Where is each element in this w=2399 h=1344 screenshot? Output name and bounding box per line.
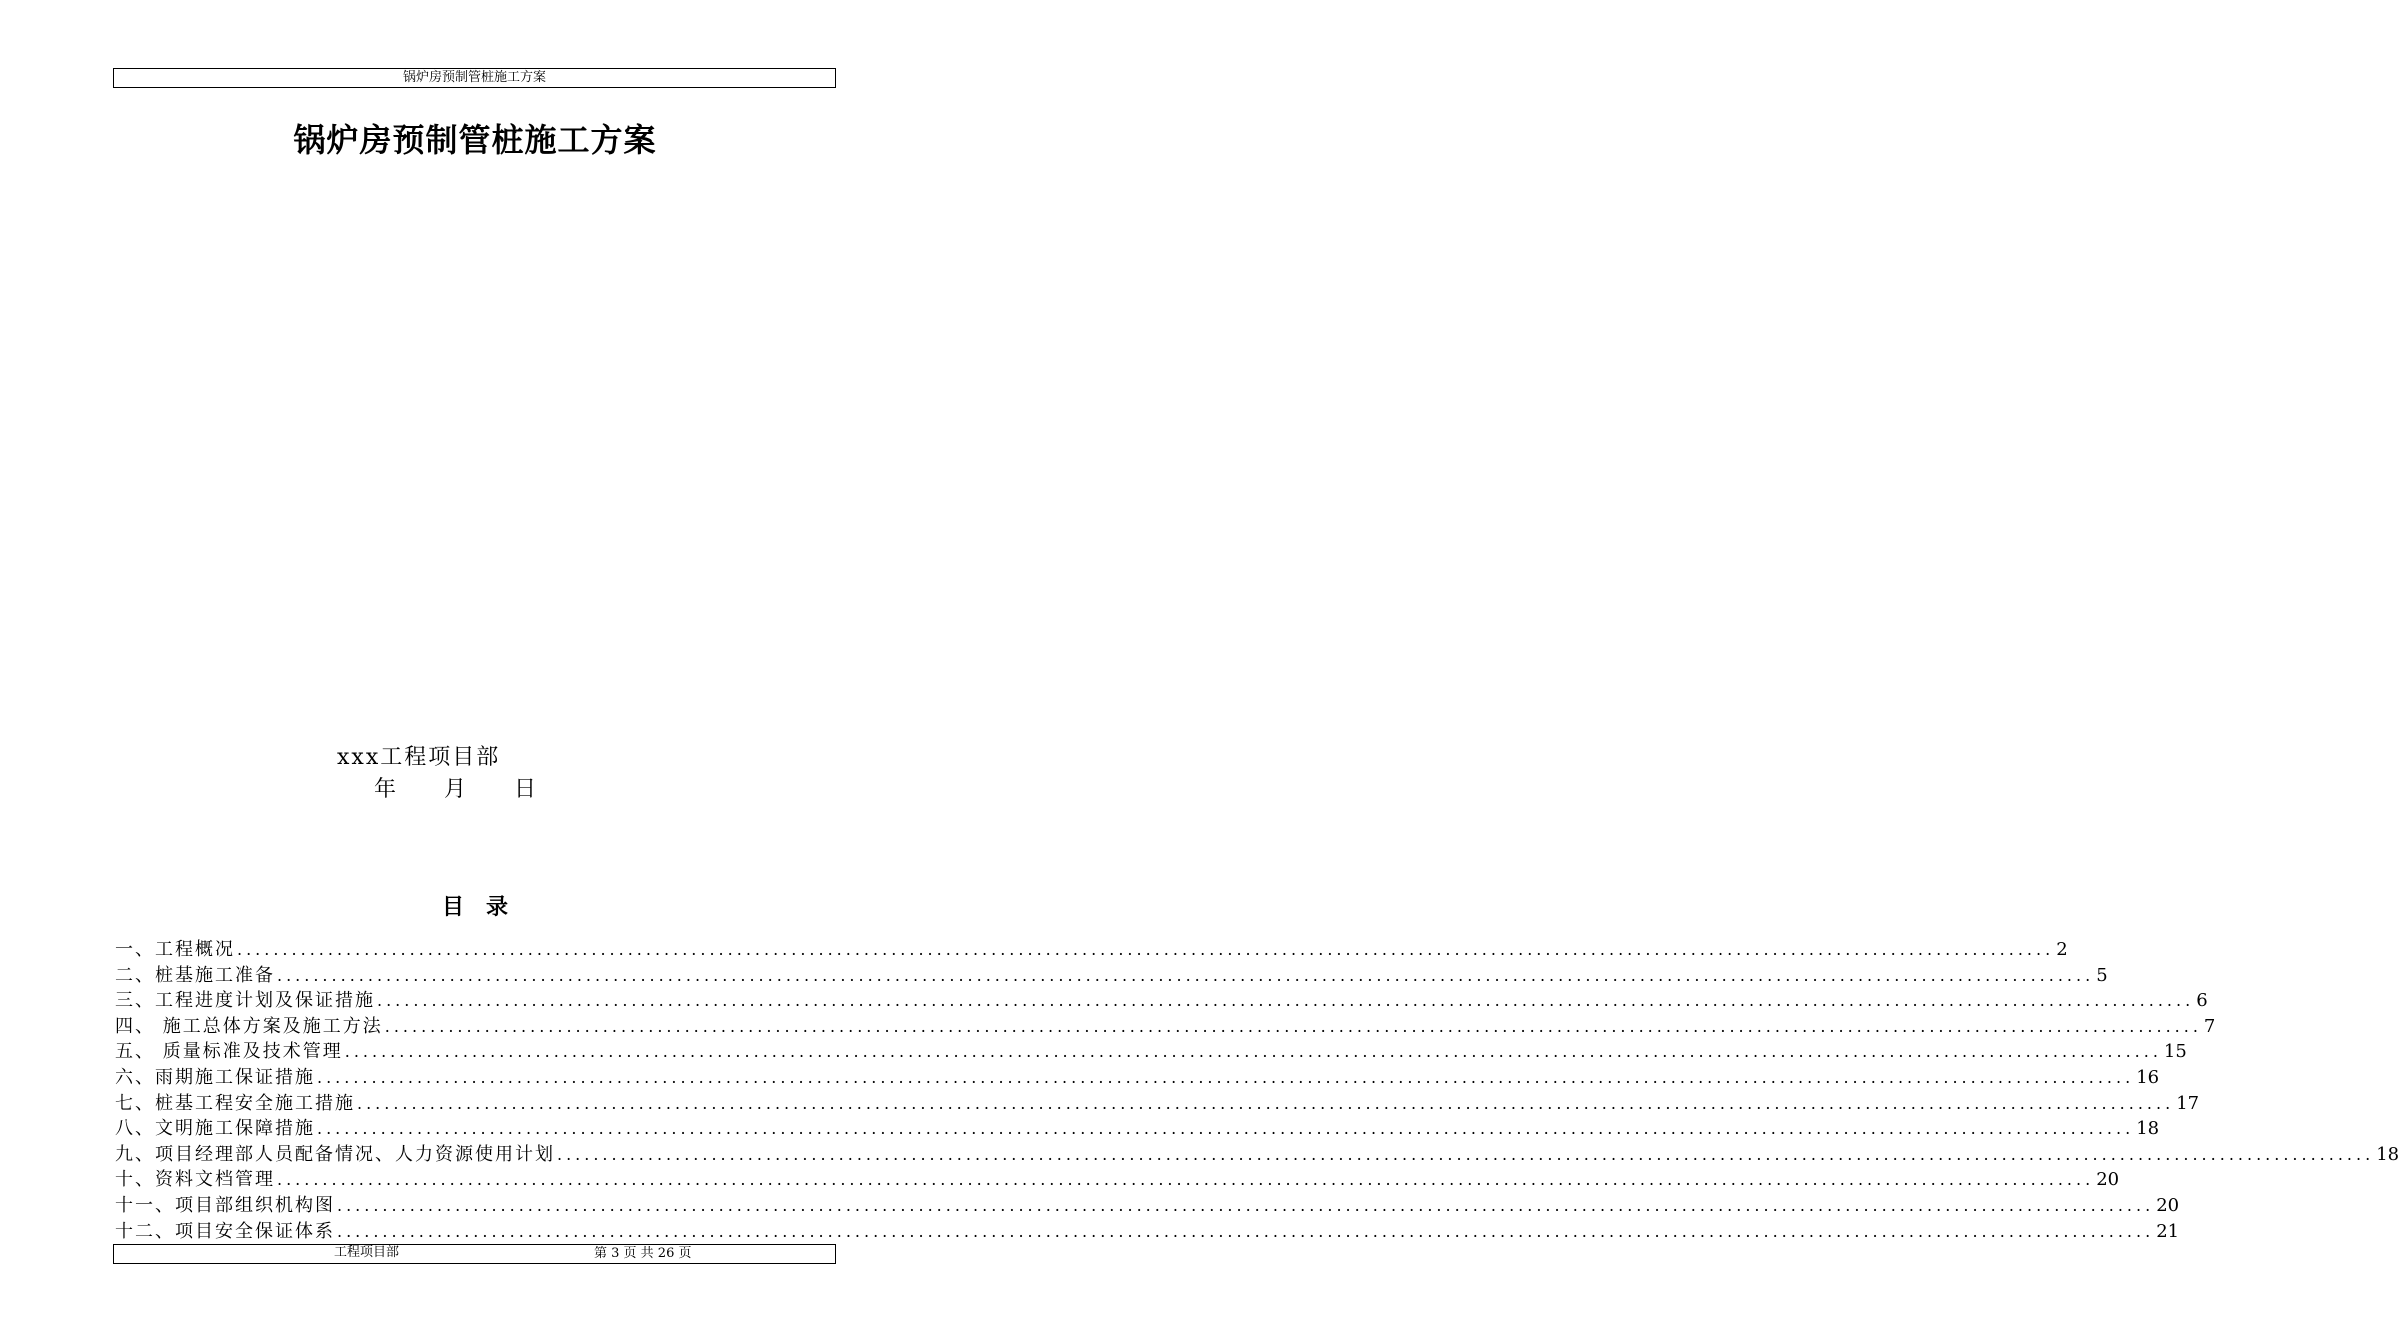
table-of-contents bbox=[115, 935, 2399, 1242]
toc-item[interactable] bbox=[115, 1217, 2180, 1243]
toc-leader-dots: ........................................................................................................................................................................................................ bbox=[357, 1093, 2175, 1113]
toc-item[interactable] bbox=[115, 935, 2068, 961]
toc-item[interactable] bbox=[115, 1140, 2399, 1166]
toc-title: 目 录 bbox=[441, 895, 508, 920]
toc-item-label: 十、资料文档管理 bbox=[115, 1169, 275, 1191]
toc-item[interactable] bbox=[115, 961, 2108, 987]
toc-item-label: 二、桩基施工准备 bbox=[115, 964, 275, 986]
toc-item[interactable] bbox=[115, 1012, 2216, 1038]
toc-item[interactable] bbox=[115, 1114, 2160, 1140]
toc-item-label: 七、桩基工程安全施工措施 bbox=[115, 1092, 355, 1114]
toc-item-page: 20 bbox=[2156, 1194, 2180, 1216]
toc-item[interactable] bbox=[115, 1191, 2180, 1217]
date-line bbox=[374, 772, 536, 803]
header-text: 锅炉房预制管桩施工方案 bbox=[402, 70, 546, 85]
toc-leader-dots: ........................................................................................................................................................................................................ bbox=[344, 1042, 2162, 1062]
toc-item-page: 6 bbox=[2196, 990, 2208, 1012]
toc-leader-dots: ........................................................................................................................................................................................................ bbox=[237, 940, 2055, 959]
toc-item-page: 18 bbox=[2376, 1143, 2399, 1165]
page-header bbox=[113, 68, 836, 88]
date-year: 年 bbox=[374, 777, 397, 802]
page-footer bbox=[113, 1244, 836, 1264]
toc-leader-dots: ........................................................................................................................................................................................................ bbox=[377, 991, 2195, 1011]
toc-item-page: 15 bbox=[2163, 1041, 2187, 1063]
toc-item-page: 21 bbox=[2156, 1220, 2180, 1242]
toc-item-page: 2 bbox=[2056, 939, 2068, 960]
toc-leader-dots: ........................................................................................................................................................................................................ bbox=[277, 965, 2095, 985]
toc-item-label: 九、项目经理部人员配备情况、人力资源使用计划 bbox=[115, 1143, 555, 1165]
toc-item[interactable] bbox=[115, 1165, 2120, 1191]
toc-leader-dots: ........................................................................................................................................................................................................ bbox=[557, 1144, 2375, 1164]
toc-leader-dots: ........................................................................................................................................................................................................ bbox=[337, 1195, 2155, 1215]
date-month: 月 bbox=[444, 777, 467, 802]
toc-leader-dots: ........................................................................................................................................................................................................ bbox=[384, 1016, 2202, 1036]
toc-leader-dots: ........................................................................................................................................................................................................ bbox=[317, 1067, 2135, 1087]
organization-name: xxx工程项目部 bbox=[337, 745, 501, 770]
toc-item-page: 20 bbox=[2096, 1169, 2120, 1191]
toc-item-label: 三、工程进度计划及保证措施 bbox=[115, 990, 375, 1012]
toc-leader-dots: ........................................................................................................................................................................................................ bbox=[277, 1170, 2095, 1190]
toc-leader-dots: ........................................................................................................................................................................................................ bbox=[337, 1221, 2155, 1241]
toc-item-page: 17 bbox=[2176, 1092, 2200, 1114]
toc-item-label: 一、工程概况 bbox=[115, 939, 235, 960]
toc-leader-dots: ........................................................................................................................................................................................................ bbox=[317, 1119, 2135, 1139]
toc-item[interactable] bbox=[115, 986, 2208, 1012]
toc-item-label: 五、 质量标准及技术管理 bbox=[115, 1041, 343, 1063]
toc-item[interactable] bbox=[115, 1037, 2187, 1063]
toc-item-page: 16 bbox=[2136, 1066, 2160, 1088]
toc-item-label: 四、 施工总体方案及施工方法 bbox=[115, 1015, 383, 1037]
toc-item-label: 八、文明施工保障措施 bbox=[115, 1118, 315, 1140]
toc-item-label: 六、雨期施工保证措施 bbox=[115, 1066, 315, 1088]
footer-left-text: 工程项目部 bbox=[334, 1245, 400, 1260]
toc-item-page: 18 bbox=[2136, 1118, 2160, 1140]
toc-item[interactable] bbox=[115, 1063, 2160, 1089]
document-title: 锅炉房预制管桩施工方案 bbox=[293, 121, 657, 159]
toc-item-page: 5 bbox=[2096, 964, 2108, 986]
toc-item-label: 十二、项目安全保证体系 bbox=[115, 1220, 335, 1242]
toc-item[interactable] bbox=[115, 1089, 2200, 1115]
footer-page-number: 第 3 页 共 26 页 bbox=[594, 1246, 692, 1261]
toc-item-page: 7 bbox=[2203, 1015, 2216, 1037]
toc-item-label: 十一、项目部组织机构图 bbox=[115, 1194, 335, 1216]
date-day: 日 bbox=[514, 777, 537, 802]
